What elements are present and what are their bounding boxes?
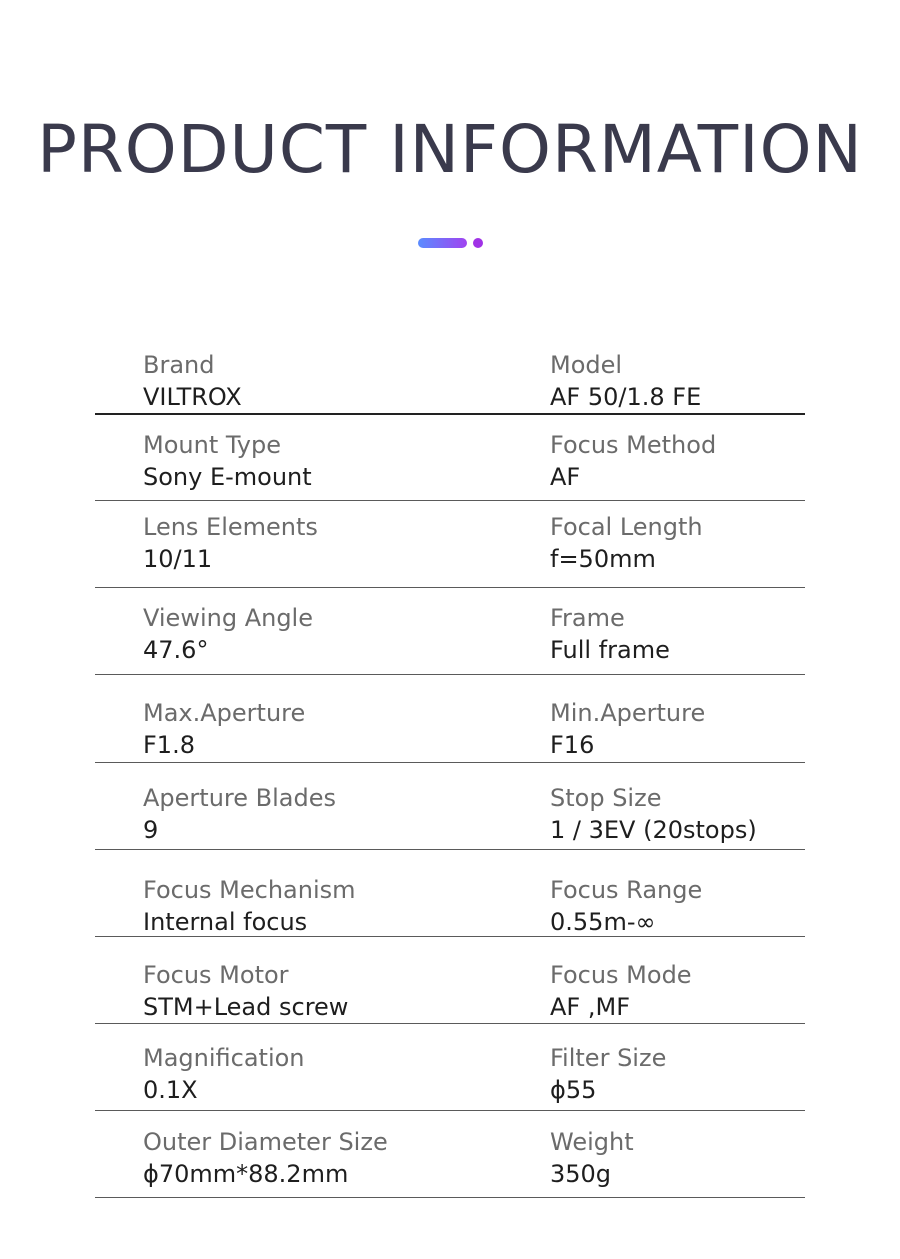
spec-label: Focus Method [550,431,717,459]
spec-value: AF 50/1.8 FE [550,383,702,411]
spec-value: Internal focus [143,908,308,936]
spec-value: 0.55m-∞ [550,908,656,936]
spec-label: Focal Length [550,513,703,541]
spec-value: 0.1X [143,1076,198,1104]
spec-value: f=50mm [550,545,656,573]
spec-value: 10/11 [143,545,213,573]
spec-label: Min.Aperture [550,699,706,727]
spec-label: Model [550,351,623,379]
spec-label: Brand [143,351,215,379]
spec-value: 1 / 3EV (20stops) [550,816,757,844]
spec-value: VILTROX [143,383,242,411]
spec-value: AF ,MF [550,993,630,1021]
row-divider [95,500,805,501]
spec-value: 350g [550,1160,612,1188]
spec-label: Lens Elements [143,513,318,541]
spec-label: Frame [550,604,625,632]
spec-label: Focus Mechanism [143,876,356,904]
spec-value: F16 [550,731,595,759]
spec-value: STM+Lead screw [143,993,349,1021]
spec-label: Stop Size [550,784,662,812]
spec-label: Focus Motor [143,961,289,989]
row-divider [95,1023,805,1024]
row-divider [95,674,805,675]
row-divider [95,413,805,415]
spec-value: Sony E-mount [143,463,312,491]
spec-value: Full frame [550,636,670,664]
row-divider [95,1197,805,1198]
spec-label: Weight [550,1128,634,1156]
row-divider [95,1110,805,1111]
spec-label: Focus Mode [550,961,692,989]
spec-label: Viewing Angle [143,604,313,632]
spec-value: 9 [143,816,159,844]
spec-label: Filter Size [550,1044,667,1072]
spec-value: ϕ70mm*88.2mm [143,1160,349,1188]
spec-value: F1.8 [143,731,195,759]
row-divider [95,587,805,588]
row-divider [95,762,805,763]
spec-label: Magnification [143,1044,305,1072]
spec-label: Mount Type [143,431,281,459]
row-divider [95,849,805,850]
spec-label: Max.Aperture [143,699,306,727]
spec-value: AF [550,463,581,491]
row-divider [95,936,805,937]
spec-label: Aperture Blades [143,784,336,812]
spec-label: Outer Diameter Size [143,1128,388,1156]
spec-table [95,0,805,1259]
spec-value: ϕ55 [550,1076,597,1104]
spec-label: Focus Range [550,876,703,904]
spec-value: 47.6° [143,636,209,664]
page-title: PRODUCT INFORMATION [37,111,863,188]
